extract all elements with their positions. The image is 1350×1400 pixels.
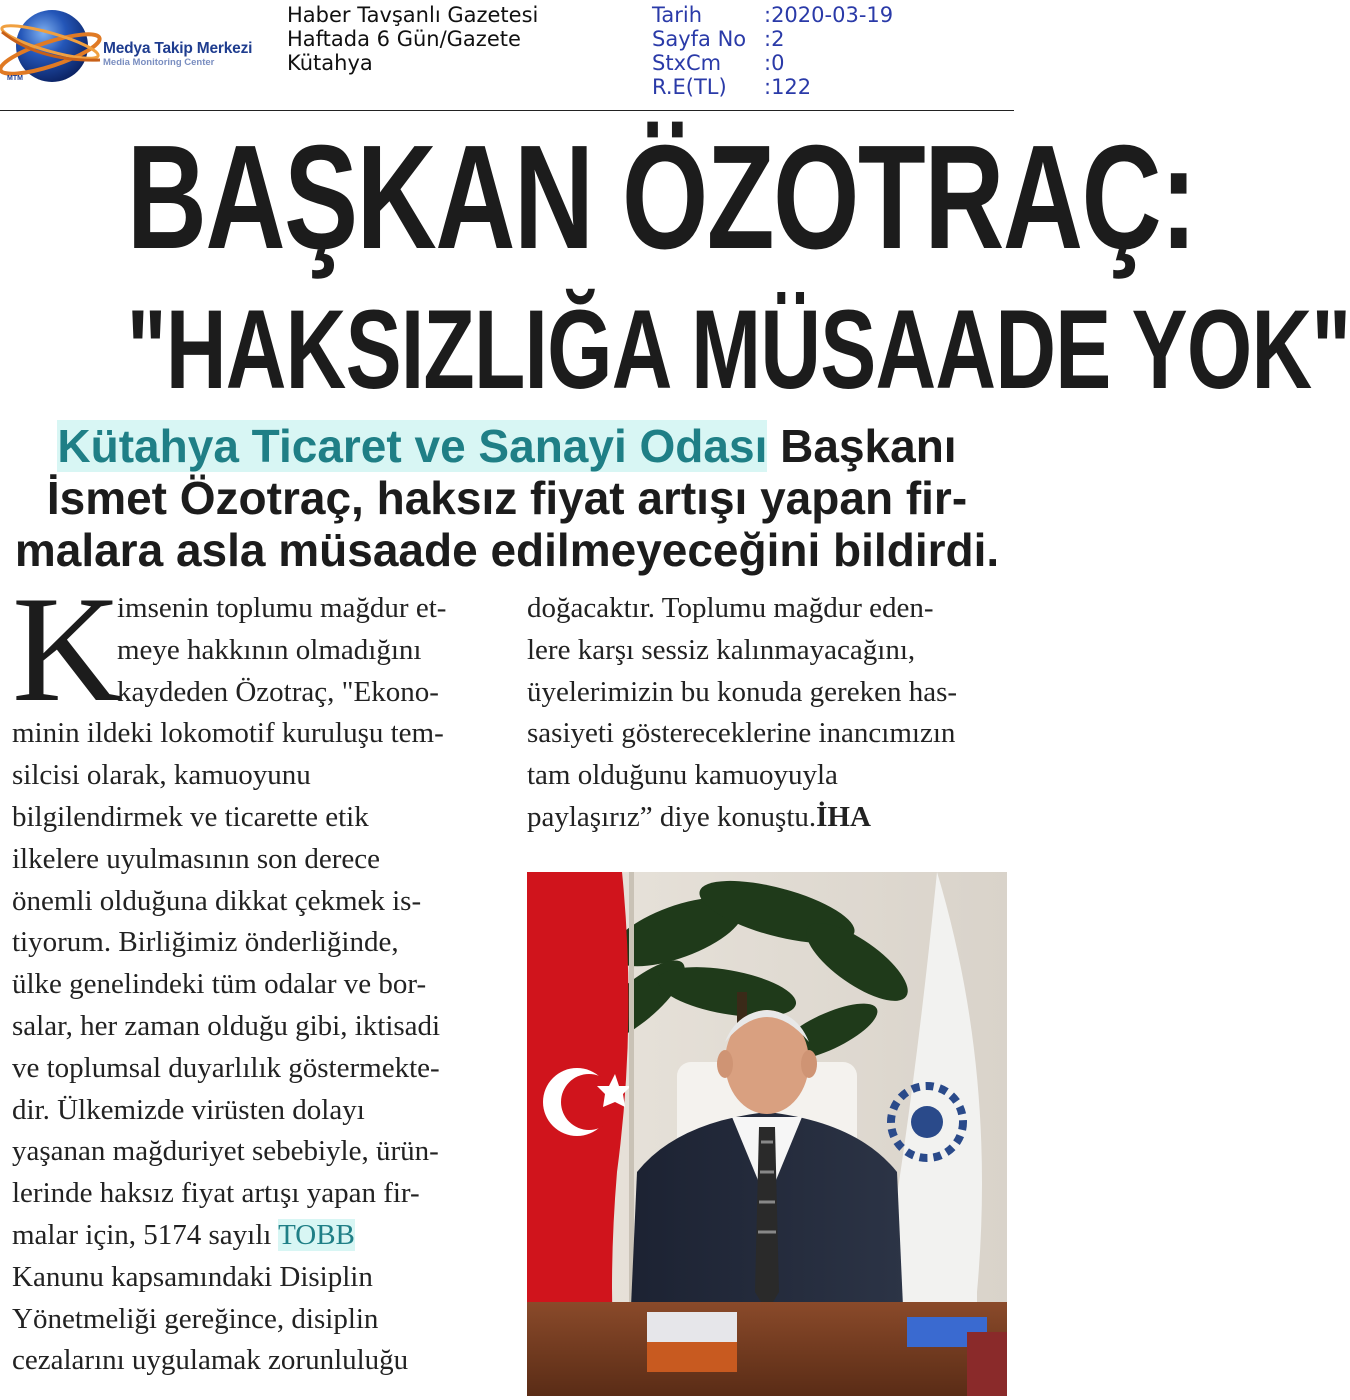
body-column-2 [527,588,1007,839]
body-line: lerinde haksız fiyat artışı yapan fir- [12,1177,420,1210]
meta-page: Sayfa No :2 [652,27,785,51]
body-line: cezalarını uygulamak zorunluluğu [12,1344,409,1377]
lead-line-3: malara asla müsaade edilmeyeceğini bildirdi. [14,524,1000,576]
body-line: minin ildeki lokomotif kuruluşu tem- [12,717,444,750]
body-line: Yönetmeliği gereğince, disiplin [12,1302,379,1335]
body-line-tobb: malar için, 5174 sayılı TOBB [12,1218,355,1251]
logo-subtitle: Media Monitoring Center [103,57,215,68]
body-line: silcisi olarak, kamuoyunu [12,759,311,792]
body-line: imsenin toplumu mağdur et- [117,592,447,624]
lead-highlight: Kütahya Ticaret ve Sanayi Odası [57,420,768,472]
body-line: sasiyeti göstereceklerine inancımızın [527,717,956,750]
source-info [287,3,538,75]
headline-line-1: BAŞKAN ÖZOTRAÇ: [126,115,1196,280]
body-line: ülke genelindeki tüm odalar ve bor- [12,968,427,1001]
source-city: Kütahya [287,51,373,75]
body-line: doğacaktır. Toplumu mağdur eden- [527,592,934,624]
headline-line-2: "HAKSIZLIĞA MÜSAADE YOK" [126,287,1350,412]
tobb-highlight: TOBB [278,1218,355,1251]
meta-ad-value: R.E(TL) :122 [652,75,812,99]
body-line: ve toplumsal duyarlılık göstermekte- [12,1051,440,1084]
body-line-last: paylaşırız” diye konuştu.İHA [527,800,871,833]
body-line: önemli olduğuna dikkat çekmek is- [12,884,422,917]
logo-title: Medya Takip Merkezi [103,40,253,57]
meta-stxcm: StxCm :0 [652,51,785,75]
body-line: ilkelere uyulmasının son derece [12,842,381,875]
body-line: lere karşı sessiz kalınmayacağını, [527,633,916,666]
source-frequency: Haftada 6 Gün/Gazete [287,27,521,51]
body-line: tam olduğunu kamuoyuyla [527,759,838,792]
body-line: tiyorum. Birliğimiz önderliğinde, [12,926,399,959]
logo-mark: MTM [7,75,23,82]
meta-date: Tarih :2020-03-19 [652,3,894,27]
agency-credit: İHA [816,800,871,833]
body-line: bilgilendirmek ve ticarette etik [12,800,369,833]
drop-cap: K [12,565,122,733]
clip-meta [652,3,893,99]
mtm-logo [0,2,290,92]
source-name: Haber Tavşanlı Gazetesi [287,3,539,27]
body-line: dir. Ülkemizde virüsten dolayı [12,1093,365,1126]
article-photo [527,872,1007,1396]
lead-line-2: İsmet Özotraç, haksız fiyat artışı yapan fir- [46,472,968,524]
lead-paragraph: Kütahya Ticaret ve Sanayi Odası Başkanı İsmet Özotraç, haksız fiyat artışı yapan fir- malara asla müsaade edilmeyeceğini bildirdi. [0,420,1014,576]
body-column-1 [12,588,502,1382]
body-line: kaydeden Özotraç, "Ekono- [117,675,439,708]
body-line: salar, her zaman olduğu gibi, iktisadi [12,1009,441,1042]
body-line: yaşanan mağduriyet sebebiyle, ürün- [12,1135,439,1168]
body-line: üyelerimizin bu konuda gereken has- [527,675,958,708]
header-divider [0,110,1014,111]
portrait-photo-icon [527,872,1007,1396]
body-line: Kanunu kapsamındaki Disiplin [12,1260,373,1293]
body-line: meye hakkının olmadığını [117,633,422,666]
